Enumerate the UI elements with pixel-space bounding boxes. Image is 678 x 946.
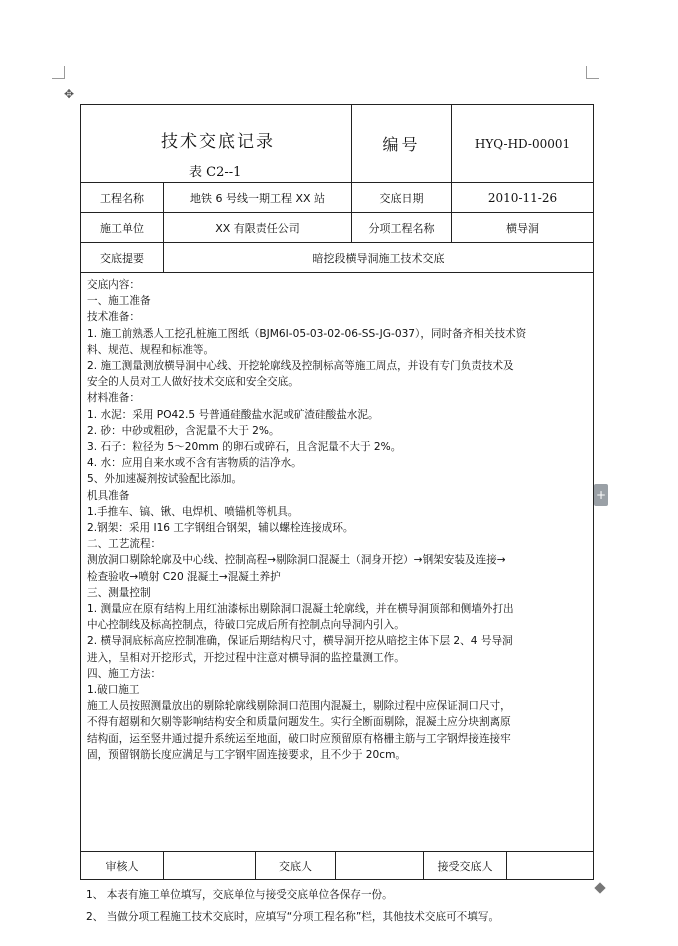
content-line: 5、外加速凝剂按试验配比添加。 — [87, 473, 243, 486]
disclosure-content — [81, 273, 593, 761]
content-line: 检查验收→喷射 C20 混凝土→混凝土养护 — [87, 570, 281, 583]
footnotes — [86, 884, 499, 928]
subproject-value: 横导洞 — [506, 221, 539, 235]
summary-label: 交底提要 — [81, 243, 164, 272]
content-line: 测放洞口剔除轮廓及中心线、控制高程→剔除洞口混凝土（洞身开挖）→钢架安装及连接→ — [87, 554, 506, 567]
project-row — [81, 183, 593, 213]
resize-handle-icon[interactable] — [594, 882, 605, 893]
reviewer-label: 审核人 — [81, 852, 164, 879]
reviewer-value[interactable] — [164, 852, 256, 879]
content-line: 固，预留钢筋长度应满足与工字钢牢固连接要求，且不少于 20cm。 — [87, 748, 407, 761]
form-code: 表 C2--1 — [189, 165, 242, 180]
project-name-label: 工程名称 — [81, 183, 164, 212]
plus-icon[interactable]: + — [594, 484, 608, 506]
header-row — [81, 105, 593, 183]
content-line: 2. 砂：中砂或粗砂，含泥量不大于 2%。 — [87, 424, 280, 437]
content-line: 四、施工方法： — [87, 667, 162, 680]
content-line: 2. 横导洞底标高应控制准确，保证后期结构尺寸，横导洞开挖从暗挖主体下层 2、4 号导洞 — [87, 635, 513, 648]
summary-row — [81, 243, 593, 273]
unit-row — [81, 213, 593, 243]
number-label: 编号 — [382, 135, 421, 154]
content-line: 一、施工准备 — [87, 295, 151, 308]
summary-value: 暗挖段横导洞施工技术交底 — [312, 251, 445, 265]
crop-mark-top-left — [52, 66, 65, 79]
date-label: 交底日期 — [352, 183, 452, 212]
title-cell — [81, 105, 352, 182]
number-value: HYQ-HD-00001 — [474, 136, 571, 151]
content-line: 不得有超剔和欠剔等影响结构安全和质量问题发生。实行全断面剔除，混凝土应分块割离原 — [87, 716, 511, 729]
discloser-value[interactable] — [336, 852, 424, 879]
subproject-label: 分项工程名称 — [352, 213, 452, 242]
technical-disclosure-form — [80, 104, 594, 880]
content-line: 三、测量控制 — [87, 586, 151, 599]
content-line: 材料准备： — [87, 392, 140, 405]
content-line: 技术准备： — [87, 311, 140, 324]
number-label-cell — [352, 105, 452, 182]
content-line: 结构面，运至竖井通过提升系统运至地面，破口时应预留原有格栅主筋与工字钢焊接连接牢 — [87, 732, 511, 745]
unit-value: XX 有限责任公司 — [164, 213, 352, 242]
date-value: 2010-11-26 — [487, 190, 558, 205]
receiver-label: 接受交底人 — [424, 852, 507, 879]
discloser-label: 交底人 — [256, 852, 336, 879]
content-line: 1. 水泥：采用 PO42.5 号普通硅酸盐水泥或矿渣硅酸盐水泥。 — [87, 408, 379, 421]
content-line: 中心控制线及标高控制点，待破口完成后所有控制点向导洞内引入。 — [87, 619, 405, 632]
content-line: 3. 石子：粒径为 5～20mm 的卵石或碎石，且含泥量不大于 2%。 — [87, 441, 402, 454]
content-line: 机具准备 — [87, 489, 130, 502]
content-line: 进入，呈相对开挖形式，开挖过程中注意对横导洞的监控量测工作。 — [87, 651, 405, 664]
content-line: 4. 水：应用自来水或不含有害物质的洁净水。 — [87, 457, 302, 470]
content-line: 料、规范、规程和标准等。 — [87, 343, 215, 356]
signoff-row — [81, 851, 593, 879]
unit-label: 施工单位 — [81, 213, 164, 242]
content-line: 1. 施工前熟悉人工挖孔桩施工图纸（BJM6I-05-03-02-06-SS-JG-037），同时备齐相关技术资 — [87, 327, 527, 340]
content-line: 2. 施工测量测放横导洞中心线、开挖轮廓线及控制标高等施工周点，并设有专门负责技术及 — [87, 360, 514, 373]
move-icon[interactable]: ✥ — [64, 87, 75, 101]
content-line: 二、工艺流程： — [87, 538, 162, 551]
content-line: 安全的人员对工人做好技术交底和安全交底。 — [87, 376, 299, 389]
receiver-value[interactable] — [507, 852, 593, 879]
project-name-value: 地铁 6 号线一期工程 XX 站 — [164, 183, 352, 212]
crop-mark-top-right — [586, 66, 599, 79]
content-line: 施工人员按照测量放出的剔除轮廓线剔除洞口范围内混凝土，剔除过程中应保证洞口尺寸， — [87, 700, 511, 713]
page-title: 技术交底记录 — [161, 132, 275, 152]
content-line: 1. 测量应在原有结构上用红油漆标出剔除洞口混凝土轮廓线，并在横导洞顶部和侧墙外打出 — [87, 603, 514, 616]
content-line: 2.钢架：采用 I16 工字钢组合钢架，辅以螺栓连接成环。 — [87, 522, 354, 535]
content-line: 1.破口施工 — [87, 684, 140, 697]
footnote-line: 1、 本表有施工单位填写，交底单位与接受交底单位各保存一份。 — [86, 889, 393, 901]
footnote-line: 2、 当做分项工程施工技术交底时，应填写“分项工程名称”栏，其他技术交底可不填写。 — [86, 911, 500, 923]
content-line: 交底内容： — [87, 279, 140, 291]
content-line: 1.手推车、镐、锹、电焊机、喷锚机等机具。 — [87, 505, 299, 518]
